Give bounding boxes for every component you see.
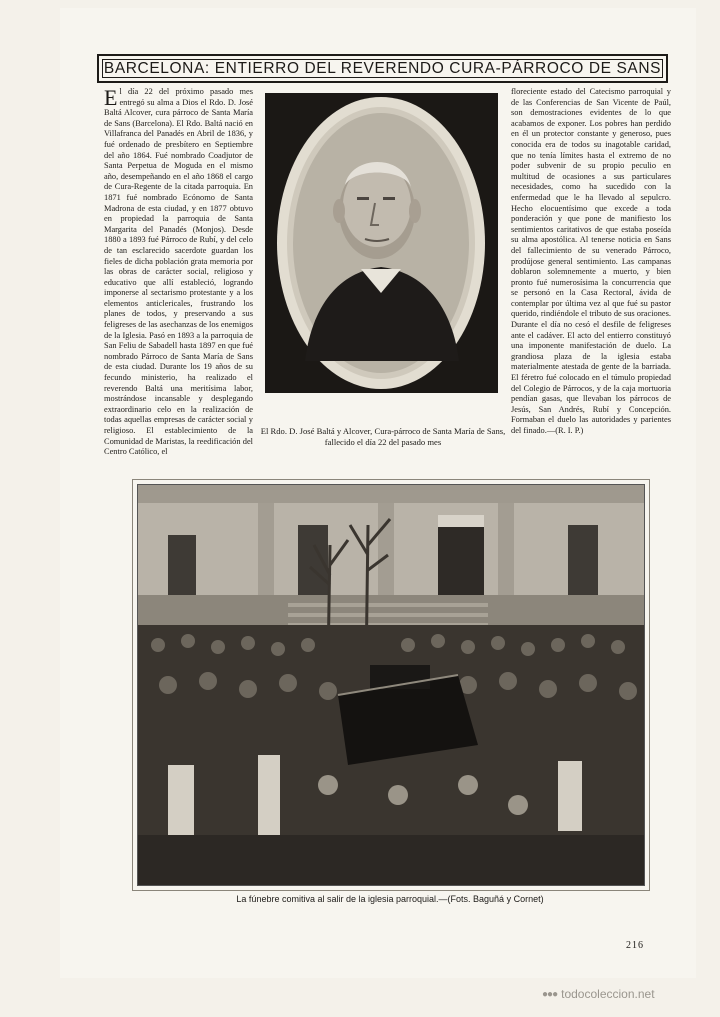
photo-caption: La fúnebre comitiva al salir de la iglesia parroquial.—(Fots. Baguñá y Cornet) [236,894,544,904]
watermark-text: todocoleccion.net [561,987,655,1001]
priest-portrait-image [265,93,498,393]
funeral-procession-photo [137,484,645,886]
portrait-caption: El Rdo. D. José Baltá y Alcover, Cura-párroco de Santa María de Sans, fallecido el día 22 del pasado mes [260,426,506,447]
portrait-photo [265,93,498,393]
watermark-logo [542,987,655,1001]
article-left-column [104,85,253,457]
page-title: BARCELONA: ENTIERRO DEL REVERENDO CURA-PÁRROCO DE SANS [103,59,662,77]
headline-banner [97,54,668,83]
page-number: 216 [626,940,644,951]
funeral-procession-image [138,485,644,885]
article-right-column: floreciente estado del Catecismo parroquial y de las Conferencias de San Vicente de Paúl, son demostraciones evidentes de lo que acabamos de exponer. Los pobres han perdido en él un protector constante y generoso, pues conocida era de todos su inagotable caridad, que no tenía límites hasta el extremo de no poder subvenir de su propio peculio en multitud de ocasiones a sus particulares necesidades, como ha sucedido con la enfermedad que le ha llevado al sepulcro. Hecho elocuentísimo que excede a toda ponderación y que pone de manifiesto los sentimientos caritativos de que estaba poseída su alma apostólica. Al tenerse noticia en Sans del fallecimiento de su venerado Párroco, prodújose general sentimiento. Las campanas doblaron solemnemente a muerto, y bien pronto fué numerosísima la concurrencia que se personó en la Casa Rectoral, ávida de contemplar por última vez al que fué su pastor querido, rindiéndole el tributo de sus oraciones. Durante el día no cesó el desfile de feligreses ante el cadáver. El acto del entierro constituyó una imponente manifestación de duelo. La grandiosa plaza de la iglesia estaba materialmente atestada de gente de la barriada. El féretro fué colocado en el túmulo propiedad del Colegio de Párrocos, y de la caja mortuoria pendían gasas, que llevaban los párrocos de Jesús, San Andrés, Rubí y Concepción. Formaban el duelo las autoridades y parientes del finado.—(R. I. P.) [511,87,671,435]
article-left-text: l día 22 del próximo pasado mes entregó su alma a Dios el Rdo. D. José Baltá Alcover, cura párroco de Santa María de Sans (Barcelona). El Rdo. Baltá nació en Villafranca del Panadés en Abril de 1836, y fué ordenado de presbítero en Septiembre del año 1864. Fué nombrado Coadjutor de Santa Perpetua de Moguda en el mismo año, desempeñando en el año 1868 el cargo de Cura-Regente de la citada parroquia. En 1871 fué nombrado Ecónomo de Santa Madrona de esta ciudad, y en 1877 obtuvo en propiedad la parroquia de Santa Margarita del Panadés (Monjos). Desde 1880 a 1893 fué Párroco de Rubí, y del celo de tan esclarecido sacerdote guardan los fieles de dicha población grata memoria por las obras de carácter social, religioso y educativo que allí estableció, logrando imponerse al sectarismo protestante y a los elementos anticlericales, frustrando los planes de todos, y preservando a sus feligreses de las asechanzas de los enemigos de la Iglesia. Pasó en 1893 a la parroquia de San Feliu de Sabadell hasta 1897 en que fué nombrado Párroco de Santa María de Sans de esta ciudad. Durante los 19 años de su fecundo ministerio, ha realizado el reverendo Baltá una meritísima labor, mostrándose incansable y desplegando extraordinario celo en la realización de todas aquellas empresas de carácter social y religioso. El establecimiento de la Comunidad de Maristas, la reedificación del Centro Católico, el [104,87,253,457]
watermark-dots-icon: ●●● [542,988,558,1000]
drop-cap: E [104,85,118,110]
